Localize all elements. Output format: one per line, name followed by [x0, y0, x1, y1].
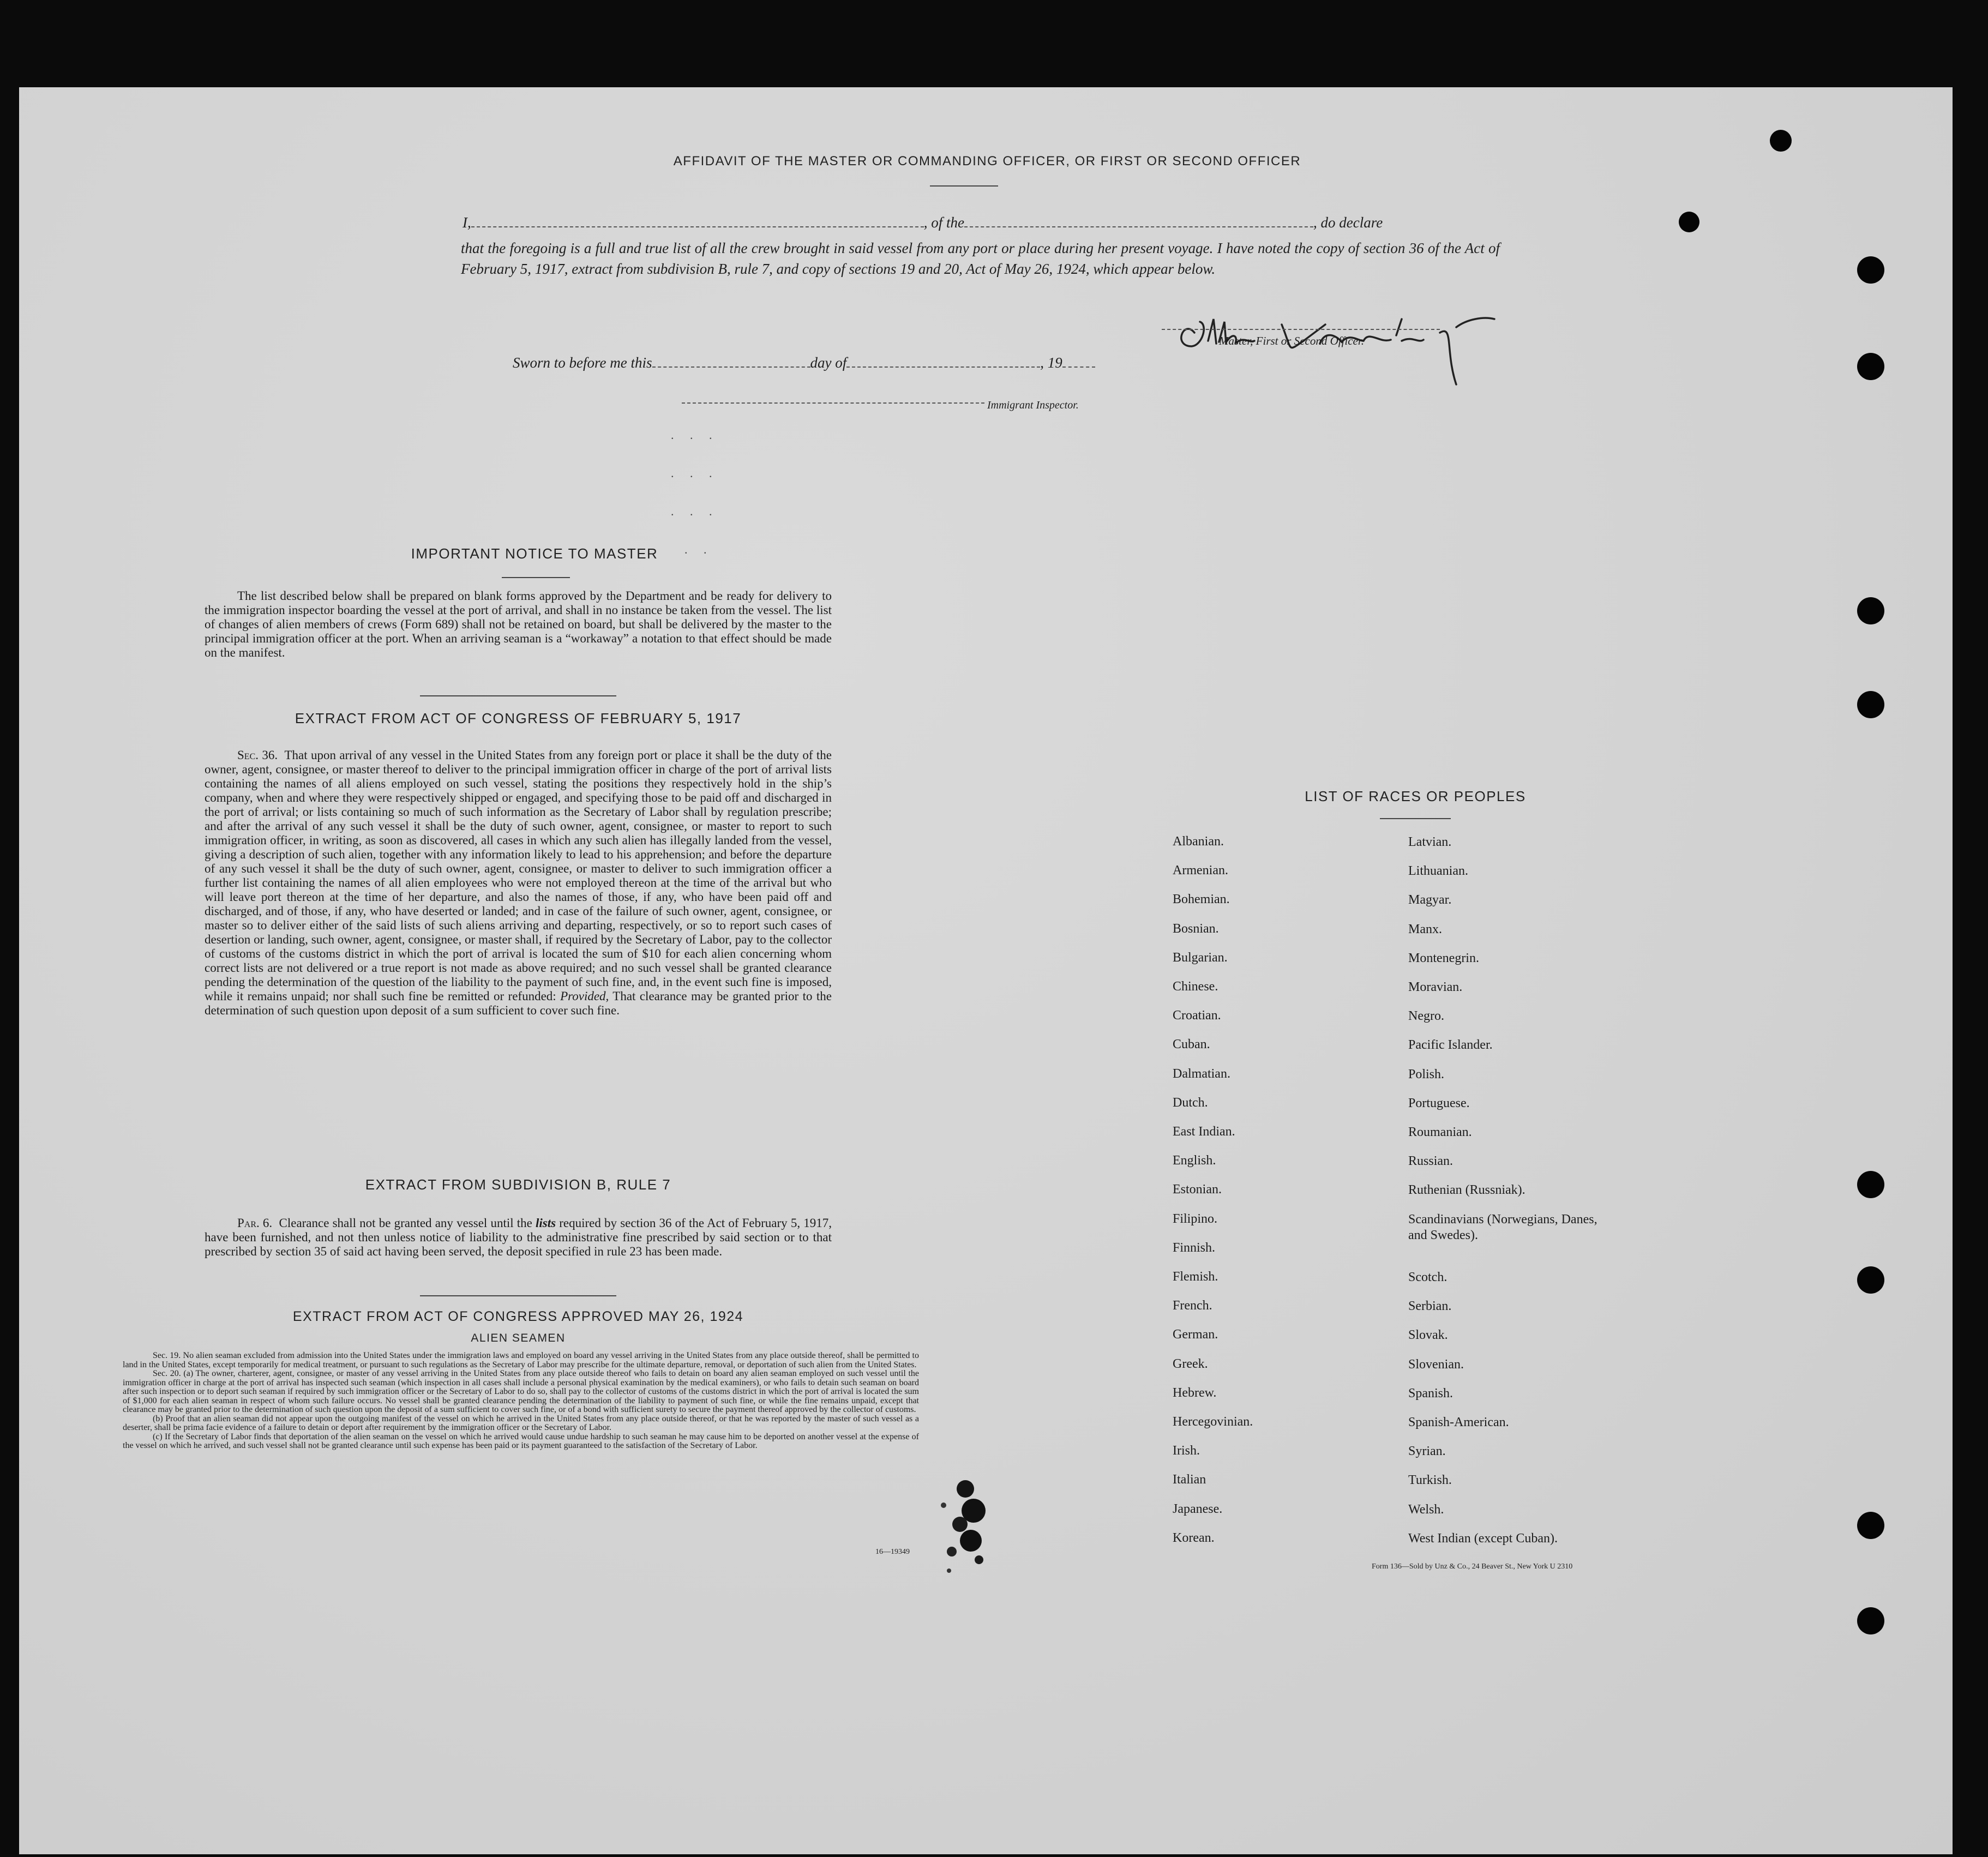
page-edge	[1953, 87, 1959, 1854]
race-item: Italian	[1173, 1473, 1206, 1487]
race-item: Manx.	[1408, 922, 1442, 936]
section-divider	[420, 695, 616, 696]
section-36-label: Sec. 36.	[237, 748, 278, 762]
lists-word: lists	[536, 1216, 556, 1230]
affidavit-body: that the foregoing is a full and true list of all the crew brought in said vessel from any port or place during her present voyage. I have noted the copy of section 36 of the Act of February 5, 1917, extract from subdivision B, rule 7, and copy of sections 19 and 20, Act of May 26, 1924, which appear below.	[461, 240, 1500, 277]
race-item: Cuban.	[1173, 1037, 1210, 1052]
extract-1917-body	[205, 748, 832, 1018]
section-20a-text: Sec. 20. (a) The owner, charterer, agent, consignee, or master of any vessel arriving in the United States from any place outside thereof who fails to detain on board any alien seaman employed on such vessel until the immigration officer in charge at the port of arrival has inspected such seaman (which inspection in all cases shall include a personal physical examination by the medical examiners), or who fails to detain such seaman on board after such inspection or to deport such seaman if required by such immigration officer or the Secretary of Labor to do so, shall pay to the collector of customs of the customs district in which the port of arrival is located the sum of $1,000 for each alien seaman in respect of whom such failure occurs. No vessel shall be granted clearance pending the determination of the liability to payment of such fine, or while the fine remains unpaid, except that clearance may be granted prior to the determination of such question upon the deposit of a sum sufficient to cover such fine, or of a bond with sufficient surety to secure the payment thereof approved by the collector of customs.	[123, 1369, 919, 1414]
affidavit-title: AFFIDAVIT OF THE MASTER OR COMMANDING OFFICER, OR FIRST OR SECOND OFFICER	[673, 154, 1301, 169]
column-dots: . . .	[671, 504, 719, 518]
section-20c-text: (c) If the Secretary of Labor finds that deportation of the alien seaman on the vessel on which he arrived would cause undue hardship to such seaman he may cause him to be deported on another vessel at the expense of the vessel on which he arrived, and such vessel shall not be granted clearance until such expense has been paid or its payment guaranteed to the satisfaction of the Secretary of Labor.	[123, 1432, 919, 1450]
form-note: Form 136—Sold by Unz & Co., 24 Beaver St., New York U 2310	[1372, 1562, 1573, 1571]
binder-hole	[1857, 1171, 1884, 1198]
extract-1924-body	[123, 1351, 919, 1451]
section-36-tail: That clearance may be granted prior to the determination of such question upon deposit of a sum sufficient to cover such fine.	[205, 989, 832, 1017]
race-item: English.	[1173, 1153, 1216, 1168]
race-item: Estonian.	[1173, 1182, 1222, 1197]
declaration-line	[463, 214, 1499, 231]
race-item: Scandinavians (Norwegians, Danes, and Swedes).	[1408, 1212, 1597, 1242]
race-item: Bohemian.	[1173, 892, 1230, 907]
extract-1924-title: EXTRACT FROM ACT OF CONGRESS APPROVED MAY 26, 1924	[292, 1309, 744, 1324]
section-divider	[420, 1295, 616, 1296]
binder-hole	[1857, 1607, 1884, 1634]
rule7-text-a: Clearance shall not be granted any vessel until the	[279, 1216, 532, 1230]
race-item: Filipino.	[1173, 1211, 1218, 1226]
race-item: West Indian (except Cuban).	[1408, 1531, 1558, 1546]
sworn-month-field[interactable]	[846, 356, 1040, 368]
rule7-text-b: required by section 36 of the Act of February 5, 1917, have been furnished, and not then unless notice of liability to the administrative fine prescribed by said section or to that prescribed by section 35 of said act having been served, the deposit specified in rule 23 has been made.	[205, 1216, 832, 1258]
day-of-label: day of	[810, 354, 847, 371]
race-item: Polish.	[1408, 1067, 1445, 1081]
race-item: Ruthenian (Russniak).	[1408, 1183, 1525, 1198]
declare-label: , do declare	[1313, 214, 1383, 231]
binder-hole	[1857, 691, 1884, 718]
notice-body: The list described below shall be prepared on blank forms approved by the Department and be ready for delivery to the immigration inspector boarding the vessel at the port of arrival, and shall in no instance be taken from the vessel. The list of changes of alien members of crews (Form 689) shall not be retained on board, but shall be delivered by the master to the principal immigration officer at the port. When an arriving seaman is a “workaway” a notation to that effect should be made on the manifest.	[205, 589, 832, 659]
race-item: Dutch.	[1173, 1095, 1208, 1110]
print-code: 16—19349	[875, 1548, 910, 1556]
year-label: , 19	[1040, 354, 1062, 371]
column-dots: . . .	[671, 466, 719, 480]
column-dots: . .	[684, 543, 713, 556]
sworn-line	[513, 354, 1095, 371]
race-item: Portuguese.	[1408, 1096, 1470, 1110]
binder-hole	[1857, 256, 1884, 284]
declarant-name-field[interactable]	[471, 215, 924, 227]
section-19-text: Sec. 19. No alien seaman excluded from admission into the United States under the immigration laws and employed on board any vessel arriving in the United States from any place outside thereof, shall be permitted to land in the United States, except temporarily for medical treatment, or pursuant to such regulations as the Secretary of Labor may prescribe for the ultimate departure, removal, or deportation of such alien from the United States.	[123, 1351, 919, 1369]
race-item: Russian.	[1408, 1154, 1454, 1169]
binder-hole	[1857, 1266, 1884, 1294]
race-item: Montenegrin.	[1408, 951, 1479, 965]
vessel-name-field[interactable]	[964, 215, 1313, 227]
race-item: Latvian.	[1408, 835, 1452, 849]
race-item: Bulgarian.	[1173, 950, 1228, 965]
race-item: Korean.	[1173, 1530, 1215, 1545]
race-item: Lithuanian.	[1408, 864, 1468, 879]
notice-title: IMPORTANT NOTICE TO MASTER	[411, 545, 658, 562]
rule7-title: EXTRACT FROM SUBDIVISION B, RULE 7	[365, 1176, 671, 1193]
ink-stain	[927, 1473, 993, 1576]
sworn-label: Sworn to before me this	[513, 354, 652, 371]
race-item: Serbian.	[1408, 1299, 1452, 1314]
inspector-signature-line[interactable]	[682, 402, 984, 404]
alien-seamen-subtitle: ALIEN SEAMEN	[471, 1332, 566, 1344]
race-item: Bosnian.	[1173, 921, 1219, 936]
sworn-year-field[interactable]	[1062, 356, 1095, 368]
race-item: Slovak.	[1408, 1328, 1448, 1343]
binder-hole	[1857, 597, 1884, 624]
binder-hole	[1857, 353, 1884, 380]
binder-hole	[1679, 212, 1699, 232]
section-36-text: That upon arrival of any vessel in the United States from any foreign port or place it shall be the duty of the owner, agent, consignee, or master thereof to deliver to the principal immigration officer in charge of the port of arrival lists containing the names of all aliens employed on such vessel, stating the positions they respectively hold in the ship’s company, when and where they were respectively shipped or engaged, and specifying those to be paid off and discharged in the port of arrival; or lists containing so much of such information as the Secretary of Labor shall by regulation prescribe; and after the arrival of any such vessel it shall be the duty of such owner, agent, consignee, or master to report to such immigration officer, in writing, as soon as discovered, all cases in which any such alien has illegally landed from the vessel, giving a description of such alien, together with any information likely to lead to his apprehension; and before the departure of any such vessel it shall be the duty of such owner, agent, consignee, or master to deliver to such immigration officer a further list containing the names of all alien employees who were not employed thereon at the time of the arrival but who will leave port thereon at the time of her departure, and also the names of those, if any, who have been paid off and discharged, and of those, if any, who have deserted or landed; and in case of the failure of such owner, agent, consignee, or master so to deliver either of the said lists of such aliens arriving and departing, respectively, or so to report such cases of desertion or landing, such owner, agent, consignee, or master shall, if required by the Secretary of Labor, pay to the collector of customs of the customs district in which the port of arrival is located the sum of $10 for each alien concerning whom correct lists are not delivered or a true report is not made as above required; and no such vessel shall be granted clearance pending the determination of the question of the liability to the payment of such fine, and, in the event such fine is imposed, while it remains unpaid; nor shall such fine be remitted or refunded:	[205, 748, 832, 1003]
declarant-label: I,	[463, 214, 471, 231]
binder-hole	[1770, 130, 1792, 152]
race-item: Slovenian.	[1408, 1357, 1464, 1372]
race-item: Pacific Islander.	[1408, 1038, 1493, 1053]
race-item: Syrian.	[1408, 1444, 1446, 1459]
race-item: East Indian.	[1173, 1125, 1235, 1139]
race-item: Scotch.	[1408, 1270, 1448, 1284]
title-divider	[930, 185, 998, 187]
race-item: Japanese.	[1173, 1501, 1223, 1516]
race-item: Croatian.	[1173, 1008, 1221, 1023]
race-item: German.	[1173, 1327, 1218, 1342]
race-item: Welsh.	[1408, 1502, 1444, 1517]
race-item: Flemish.	[1173, 1270, 1218, 1284]
race-item: Turkish.	[1408, 1473, 1452, 1488]
provided-label: Provided,	[560, 989, 609, 1003]
race-item: Moravian.	[1408, 980, 1463, 994]
race-item: Irish.	[1173, 1444, 1200, 1458]
race-item: Spanish-American.	[1408, 1415, 1509, 1429]
race-item: Chinese.	[1173, 979, 1218, 994]
race-item: Magyar.	[1408, 893, 1452, 908]
par6-label: Par. 6.	[237, 1216, 273, 1230]
races-divider	[1380, 818, 1451, 819]
rule7-body	[205, 1216, 832, 1259]
race-item: Albanian.	[1173, 834, 1224, 849]
race-item: Negro.	[1408, 1009, 1444, 1024]
inspector-caption: Immigrant Inspector.	[987, 399, 1079, 411]
race-item: Hebrew.	[1173, 1385, 1217, 1400]
race-item: Finnish.	[1173, 1240, 1216, 1255]
race-item: Roumanian.	[1408, 1125, 1472, 1139]
binder-hole	[1857, 1512, 1884, 1539]
race-item: Greek.	[1173, 1356, 1208, 1371]
race-item: Spanish.	[1408, 1386, 1454, 1401]
signature-line	[1162, 329, 1440, 330]
vessel-label: , of the	[923, 214, 964, 231]
sworn-day-field[interactable]	[652, 356, 810, 368]
section-20b-text: (b) Proof that an alien seaman did not appear upon the outgoing manifest of the vessel on which he arrived in the United States from any place outside thereof, or that he was reported by the master of such vessel as a deserter, shall be prima facie evidence of a failure to detain or deport after requirement by the immigration officer or the Secretary of Labor.	[123, 1414, 919, 1432]
races-title: LIST OF RACES OR PEOPLES	[1305, 788, 1526, 804]
race-item: Armenian.	[1173, 863, 1228, 878]
notice-divider	[502, 577, 570, 578]
race-item: Dalmatian.	[1173, 1066, 1230, 1081]
race-item: French.	[1173, 1299, 1212, 1313]
extract-1917-title: EXTRACT FROM ACT OF CONGRESS OF FEBRUARY 5, 1917	[295, 710, 742, 726]
signer-caption: Master, First or Second Officer.	[1219, 334, 1364, 347]
column-dots: . . .	[671, 428, 719, 442]
race-item: Hercegovinian.	[1173, 1415, 1253, 1429]
